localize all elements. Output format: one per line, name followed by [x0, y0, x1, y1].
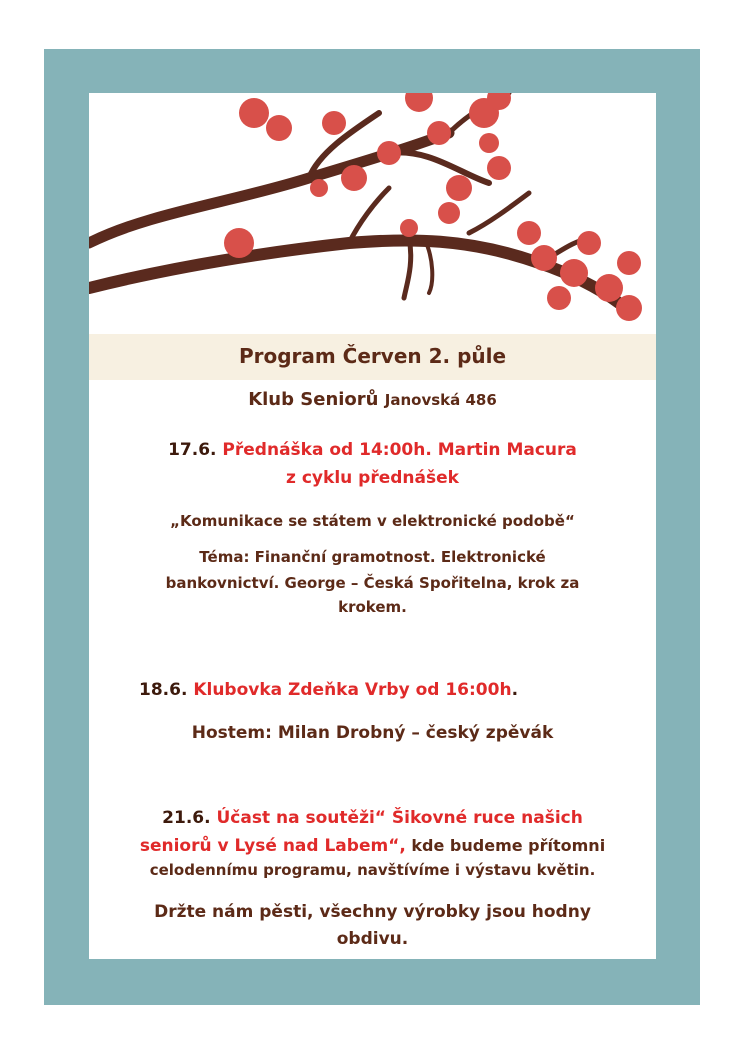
event2-date: 18.6. [139, 680, 188, 700]
event3-date: 21.6. [162, 808, 211, 828]
event1-quote: „Komunikace se státem v elektronické podobě“ [170, 512, 575, 530]
event3-title-line2: seniorů v Lysé nad Labem“, [139, 836, 406, 856]
club-address: Janovská 486 [384, 391, 497, 409]
event1-date: 17.6. [168, 440, 217, 460]
event3-heading [89, 804, 656, 832]
club-name: Klub Seniorů [248, 389, 379, 410]
event2-guest: Hostem: Milan Drobný – český zpěvák [191, 723, 554, 743]
club-heading [89, 386, 656, 414]
page-title: Program Červen 2. půle [238, 344, 507, 368]
closing-line2: obdivu. [336, 929, 409, 949]
cherry-blossom-branch-image [89, 93, 656, 353]
event1-title: Přednáška od 14:00h. Martin Macura [222, 440, 577, 460]
event2-heading [139, 676, 518, 704]
closing-line1: Držte nám pěsti, všechny výrobky jsou hodny [154, 902, 591, 922]
event3-rest-line2: kde budeme přítomni [405, 836, 606, 855]
event3-title-line1: Účast na soutěži“ Šikovné ruce našich [216, 808, 583, 828]
event1-subtitle: z cyklu přednášek [286, 468, 459, 488]
event2-period: . [511, 680, 519, 700]
event2-title: Klubovka Zdeňka Vrby od 16:00h [193, 680, 512, 700]
event1-desc-line3: krokem. [338, 598, 407, 616]
event3-line3: celodennímu programu, navštívíme i výstavu květin. [149, 861, 596, 879]
poster-sheet [89, 93, 656, 959]
event1-desc-line2: bankovnictví. George – Česká Spořitelna, krok za [165, 574, 580, 592]
event3-line2 [89, 832, 656, 860]
event1-heading [89, 436, 656, 464]
event1-desc-line1: Téma: Finanční gramotnost. Elektronické [199, 548, 546, 566]
